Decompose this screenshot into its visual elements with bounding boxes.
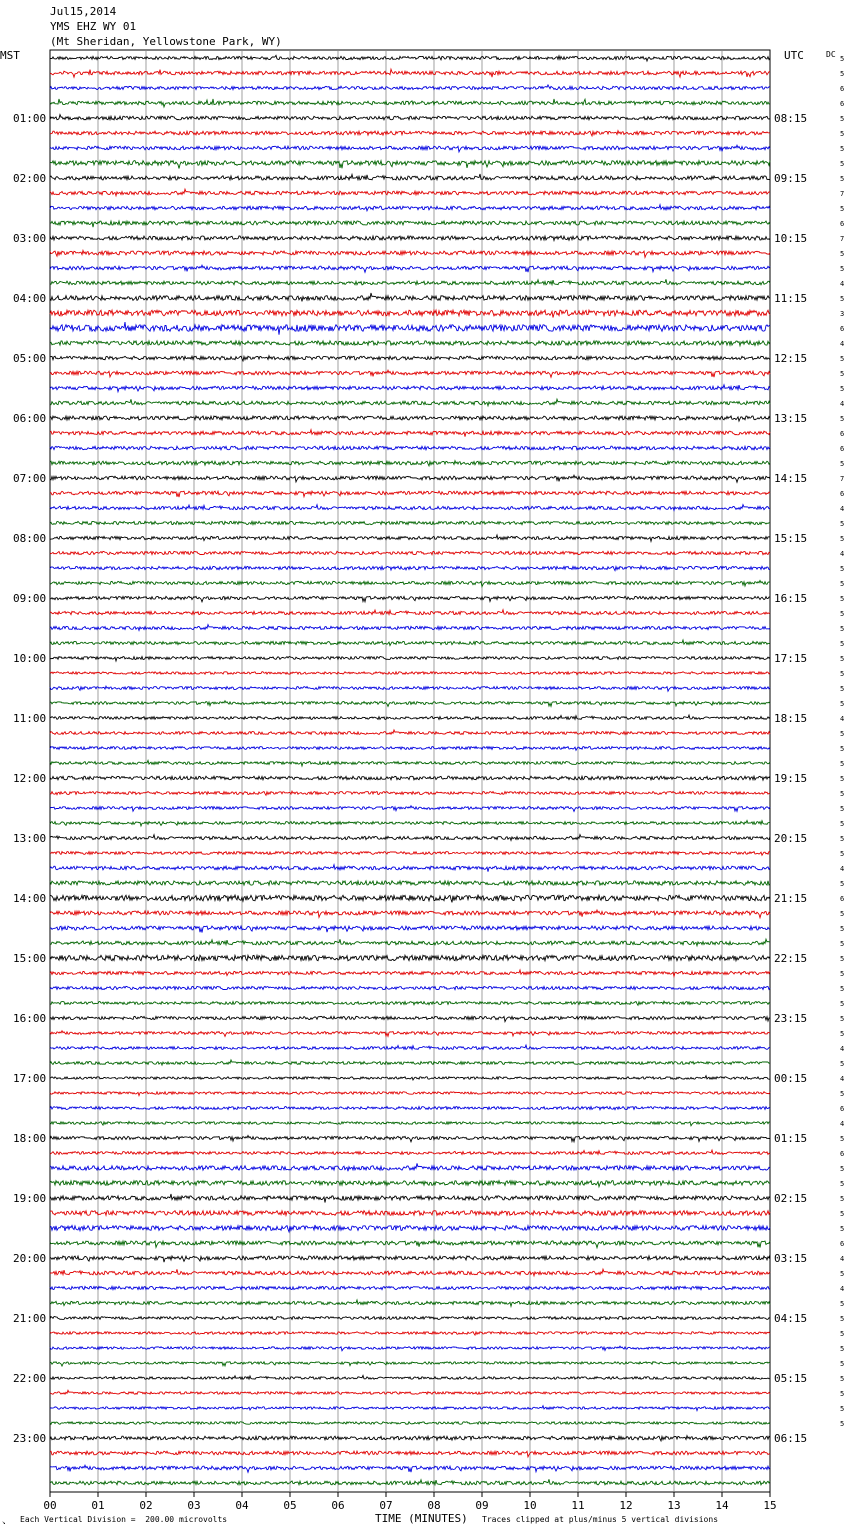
- trace-line: [50, 69, 770, 77]
- trace-line: [50, 446, 770, 450]
- x-tick-label: 15: [763, 1499, 777, 1512]
- dc-offset-label: 6: [840, 430, 845, 438]
- utc-hour-label: 03:15: [774, 1252, 808, 1265]
- dc-offset-label: 5: [840, 625, 845, 633]
- x-axis-title: TIME (MINUTES): [375, 1512, 468, 1525]
- location-header: (Mt Sheridan, Yellowstone Park, WY): [50, 35, 282, 48]
- dc-offset-label: 6: [840, 895, 845, 903]
- dc-offset-label: 4: [840, 505, 845, 513]
- mst-hour-label: 17:00: [13, 1072, 47, 1085]
- trace-line: [50, 1001, 770, 1005]
- trace-line: [50, 385, 770, 392]
- dc-offset-label: 5: [840, 1390, 845, 1398]
- dc-offset-label: 5: [840, 700, 845, 708]
- trace-line: [50, 1121, 770, 1125]
- trace-line: [50, 189, 770, 196]
- utc-hour-label: 12:15: [774, 352, 808, 365]
- trace-line: [50, 461, 770, 466]
- trace-line: [50, 131, 770, 136]
- dc-offset-label: 5: [840, 55, 845, 63]
- utc-hour-label: 09:15: [774, 172, 808, 185]
- trace-line: [50, 236, 770, 241]
- utc-hour-label: 13:15: [774, 412, 808, 425]
- dc-offset-label: 6: [840, 1150, 845, 1158]
- trace-line: [50, 341, 770, 346]
- dc-offset-label: 5: [840, 1165, 845, 1173]
- trace-line: [50, 1016, 770, 1021]
- right-timezone-label: UTC: [784, 49, 804, 62]
- dc-offset-label: 6: [840, 100, 845, 108]
- trace-line: [50, 475, 770, 482]
- dc-offset-label: 6: [840, 1105, 845, 1113]
- utc-hour-label: 01:15: [774, 1132, 808, 1145]
- x-tick-label: 00: [43, 1499, 57, 1512]
- dc-offset-label: 5: [840, 1270, 845, 1278]
- trace-line: [50, 791, 770, 795]
- mst-hour-label: 08:00: [13, 532, 47, 545]
- trace-line: [50, 310, 770, 317]
- dc-offset-label: 5: [840, 580, 845, 588]
- dc-offset-label: 5: [840, 535, 845, 543]
- trace-line: [50, 596, 770, 601]
- x-tick-label: 06: [331, 1499, 345, 1512]
- dc-offset-label: 5: [840, 1060, 845, 1068]
- x-tick-label: 10: [523, 1499, 537, 1512]
- mst-hour-label: 12:00: [13, 772, 47, 785]
- trace-line: [50, 657, 770, 661]
- trace-line: [50, 1346, 770, 1351]
- footer-mark: ↘: [2, 1519, 6, 1526]
- x-tick-label: 09: [475, 1499, 489, 1512]
- dc-offset-label: 5: [840, 355, 845, 363]
- trace-line: [50, 55, 770, 61]
- plot-grid: [50, 50, 770, 1492]
- dc-offset-label: 5: [840, 295, 845, 303]
- trace-line: [50, 970, 770, 976]
- dc-offset-label: 5: [840, 370, 845, 378]
- trace-line: [50, 265, 770, 272]
- dc-offset-label: 6: [840, 325, 845, 333]
- x-tick-label: 05: [283, 1499, 297, 1512]
- dc-offset-label: 5: [840, 1345, 845, 1353]
- trace-line: [50, 279, 770, 285]
- trace-line: [50, 1331, 770, 1335]
- trace-line: [50, 1031, 770, 1037]
- trace-line: [50, 686, 770, 691]
- mst-hour-label: 22:00: [13, 1372, 47, 1385]
- trace-line: [50, 430, 770, 437]
- dc-offset-label: 4: [840, 865, 845, 873]
- dc-offset-label: 5: [840, 1195, 845, 1203]
- trace-line: [50, 610, 770, 615]
- dc-offset-label: 5: [840, 880, 845, 888]
- dc-offset-label: 5: [840, 1015, 845, 1023]
- trace-line: [50, 895, 770, 903]
- utc-hour-label: 21:15: [774, 892, 808, 905]
- dc-offset-label: 5: [840, 1225, 845, 1233]
- scale-note: Each Vertical Division = 200.00 microvolts: [20, 1515, 228, 1524]
- dc-offset-label: 3: [840, 310, 845, 318]
- dc-offset-label: 5: [840, 1135, 845, 1143]
- dc-offset-label: 5: [840, 130, 845, 138]
- trace-line: [50, 1181, 770, 1187]
- dc-offset-label: 4: [840, 1255, 845, 1263]
- dc-offset-label: 5: [840, 1090, 845, 1098]
- dc-offset-label: 6: [840, 85, 845, 93]
- trace-line: [50, 672, 770, 675]
- dc-offset-label: 7: [840, 475, 845, 483]
- mst-hour-label: 11:00: [13, 712, 47, 725]
- utc-hour-label: 00:15: [774, 1072, 808, 1085]
- trace-line: [50, 1422, 770, 1425]
- trace-line: [50, 1076, 770, 1080]
- clipping-note: Traces clipped at plus/minus 5 vertical divisions: [482, 1515, 719, 1524]
- dc-offset-label: 4: [840, 340, 845, 348]
- trace-line: [50, 566, 770, 571]
- dc-offset-label: 5: [840, 985, 845, 993]
- mst-hour-label: 05:00: [13, 352, 47, 365]
- utc-hour-label: 16:15: [774, 592, 808, 605]
- dc-offset-label: 5: [840, 265, 845, 273]
- trace-line: [50, 730, 770, 735]
- dc-offset-label: 5: [840, 760, 845, 768]
- dc-offset-label: 5: [840, 790, 845, 798]
- x-tick-label: 14: [715, 1499, 729, 1512]
- trace-line: [50, 1317, 770, 1320]
- trace-line: [50, 806, 770, 812]
- x-tick-label: 12: [619, 1499, 633, 1512]
- mst-hour-label: 21:00: [13, 1312, 47, 1325]
- dc-offset-label: 5: [840, 520, 845, 528]
- dc-offset-label: 7: [840, 190, 845, 198]
- dc-offset-label: 5: [840, 610, 845, 618]
- mst-hour-label: 04:00: [13, 292, 47, 305]
- trace-line: [50, 356, 770, 361]
- trace-line: [50, 955, 770, 960]
- trace-line: [50, 1211, 770, 1216]
- x-tick-label: 07: [379, 1499, 393, 1512]
- trace-line: [50, 1194, 770, 1203]
- trace-line: [50, 491, 770, 497]
- trace-line: [50, 625, 770, 631]
- trace-line: [50, 1479, 770, 1485]
- dc-offset-label: 4: [840, 280, 845, 288]
- dc-offset-label: 5: [840, 1360, 845, 1368]
- mst-hour-label: 06:00: [13, 412, 47, 425]
- dc-offset-label: 5: [840, 385, 845, 393]
- trace-line: [50, 174, 770, 180]
- x-tick-label: 11: [571, 1499, 585, 1512]
- dc-offset-label: 5: [840, 1375, 845, 1383]
- trace-line: [50, 535, 770, 541]
- trace-line: [50, 416, 770, 421]
- dc-offset-label: 5: [840, 820, 845, 828]
- dc-offset-label: 7: [840, 235, 845, 243]
- dc-offset-label: 6: [840, 445, 845, 453]
- trace-line: [50, 1225, 770, 1232]
- dc-offset-label: 4: [840, 715, 845, 723]
- date-header: Jul15,2014: [50, 5, 117, 18]
- dc-offset-label: 5: [840, 955, 845, 963]
- mst-hour-label: 19:00: [13, 1192, 47, 1205]
- dc-offset-label: 5: [840, 160, 845, 168]
- dc-offset-label: 5: [840, 730, 845, 738]
- dc-offset-label: 5: [840, 970, 845, 978]
- trace-line: [50, 1406, 770, 1411]
- dc-offset-label: 5: [840, 775, 845, 783]
- trace-line: [50, 1300, 770, 1306]
- dc-offset-label: 5: [840, 1210, 845, 1218]
- dc-offset-label: 5: [840, 115, 845, 123]
- trace-line: [50, 85, 770, 90]
- dc-offset-label: 5: [840, 1420, 845, 1428]
- utc-hour-label: 02:15: [774, 1192, 808, 1205]
- left-timezone-label: MST: [0, 49, 20, 62]
- mst-hour-label: 15:00: [13, 952, 47, 965]
- trace-line: [50, 865, 770, 872]
- trace-line: [50, 939, 770, 946]
- trace-line: [50, 760, 770, 766]
- dc-offset-label: 5: [840, 670, 845, 678]
- dc-offset-label: 5: [840, 205, 845, 213]
- axis-labels: [13, 55, 844, 1512]
- trace-line: [50, 910, 770, 918]
- trace-line: [50, 205, 770, 211]
- trace-line: [50, 986, 770, 989]
- dc-offset-label: 5: [840, 1330, 845, 1338]
- dc-offset-label: 4: [840, 1075, 845, 1083]
- utc-hour-label: 22:15: [774, 952, 808, 965]
- dc-offset-label: 5: [840, 640, 845, 648]
- x-tick-label: 02: [139, 1499, 153, 1512]
- dc-offset-label: 5: [840, 415, 845, 423]
- trace-line: [50, 1163, 770, 1171]
- x-tick-label: 08: [427, 1499, 441, 1512]
- trace-line: [50, 221, 770, 227]
- trace-line: [50, 551, 770, 554]
- x-tick-label: 03: [187, 1499, 201, 1512]
- trace-line: [50, 1451, 770, 1457]
- utc-hour-label: 17:15: [774, 652, 808, 665]
- trace-line: [50, 322, 770, 335]
- x-tick-label: 04: [235, 1499, 249, 1512]
- trace-line: [50, 161, 770, 169]
- trace-line: [50, 1465, 770, 1472]
- dc-offset-label: 6: [840, 1240, 845, 1248]
- dc-offset-label: 4: [840, 1120, 845, 1128]
- dc-offset-label: 4: [840, 550, 845, 558]
- mst-hour-label: 01:00: [13, 112, 47, 125]
- utc-hour-label: 19:15: [774, 772, 808, 785]
- trace-line: [50, 881, 770, 885]
- seismic-traces: [50, 55, 770, 1484]
- trace-line: [50, 715, 770, 719]
- dc-offset-label: 5: [840, 175, 845, 183]
- trace-line: [50, 399, 770, 406]
- trace-line: [50, 1060, 770, 1065]
- trace-line: [50, 293, 770, 301]
- dc-offset-label: 5: [840, 1300, 845, 1308]
- trace-line: [50, 776, 770, 780]
- trace-line: [50, 1255, 770, 1263]
- trace-line: [50, 1436, 770, 1441]
- utc-hour-label: 08:15: [774, 112, 808, 125]
- trace-line: [50, 701, 770, 707]
- dc-offset-label: 5: [840, 145, 845, 153]
- trace-line: [50, 821, 770, 827]
- trace-line: [50, 1150, 770, 1154]
- mst-hour-label: 10:00: [13, 652, 47, 665]
- trace-line: [50, 1286, 770, 1289]
- dc-offset-label: 4: [840, 1045, 845, 1053]
- utc-hour-label: 15:15: [774, 532, 808, 545]
- trace-line: [50, 145, 770, 152]
- trace-line: [50, 926, 770, 933]
- trace-line: [50, 1390, 770, 1394]
- dc-offset-label: 5: [840, 910, 845, 918]
- x-tick-label: 01: [91, 1499, 105, 1512]
- mst-hour-label: 13:00: [13, 832, 47, 845]
- trace-line: [50, 521, 770, 524]
- mst-hour-label: 07:00: [13, 472, 47, 485]
- dc-offset-label: 5: [840, 805, 845, 813]
- mst-hour-label: 09:00: [13, 592, 47, 605]
- trace-line: [50, 581, 770, 587]
- trace-line: [50, 370, 770, 377]
- plot-frame: [50, 50, 770, 1492]
- dc-offset-label: 5: [840, 940, 845, 948]
- utc-hour-label: 04:15: [774, 1312, 808, 1325]
- mst-hour-label: 18:00: [13, 1132, 47, 1145]
- mst-hour-label: 20:00: [13, 1252, 47, 1265]
- trace-line: [50, 1045, 770, 1049]
- dc-offset-label: 5: [840, 460, 845, 468]
- mst-hour-label: 03:00: [13, 232, 47, 245]
- utc-hour-label: 20:15: [774, 832, 808, 845]
- dc-offset-label: 5: [840, 1030, 845, 1038]
- trace-line: [50, 1136, 770, 1142]
- trace-line: [50, 1269, 770, 1276]
- trace-line: [50, 852, 770, 856]
- station-header: YMS EHZ WY 01: [50, 20, 137, 33]
- dc-offset-label: 5: [840, 1180, 845, 1188]
- utc-hour-label: 23:15: [774, 1012, 808, 1025]
- trace-line: [50, 1107, 770, 1110]
- trace-line: [50, 1092, 770, 1096]
- dc-offset-label: 5: [840, 835, 845, 843]
- trace-line: [50, 115, 770, 120]
- trace-line: [50, 640, 770, 646]
- dc-offset-label: 6: [840, 490, 845, 498]
- mst-hour-label: 23:00: [13, 1432, 47, 1445]
- trace-line: [50, 1240, 770, 1248]
- utc-hour-label: 14:15: [774, 472, 808, 485]
- dc-offset-label: 5: [840, 565, 845, 573]
- utc-hour-label: 18:15: [774, 712, 808, 725]
- trace-line: [50, 1362, 770, 1366]
- dc-offset-label: 5: [840, 1405, 845, 1413]
- dc-offset-label: 4: [840, 1285, 845, 1293]
- dc-offset-label: 5: [840, 685, 845, 693]
- dc-offset-label: 5: [840, 745, 845, 753]
- trace-line: [50, 505, 770, 511]
- mst-hour-label: 16:00: [13, 1012, 47, 1025]
- utc-hour-label: 10:15: [774, 232, 808, 245]
- dc-offset-label: 5: [840, 1000, 845, 1008]
- x-tick-label: 13: [667, 1499, 681, 1512]
- dc-offset-label: 5: [840, 595, 845, 603]
- utc-hour-label: 11:15: [774, 292, 808, 305]
- dc-offset-label: 5: [840, 655, 845, 663]
- dc-offset-label: 6: [840, 220, 845, 228]
- dc-offset-label: 4: [840, 400, 845, 408]
- mst-hour-label: 14:00: [13, 892, 47, 905]
- trace-line: [50, 835, 770, 841]
- trace-line: [50, 251, 770, 258]
- trace-line: [50, 747, 770, 751]
- utc-hour-label: 05:15: [774, 1372, 808, 1385]
- dc-offset-label: 5: [840, 1315, 845, 1323]
- dc-offset-label: 5: [840, 850, 845, 858]
- dc-offset-label: 5: [840, 70, 845, 78]
- trace-line: [50, 1375, 770, 1380]
- dc-column-label: DC: [826, 50, 836, 59]
- dc-offset-label: 5: [840, 925, 845, 933]
- trace-line: [50, 99, 770, 107]
- utc-hour-label: 06:15: [774, 1432, 808, 1445]
- dc-offset-label: 5: [840, 250, 845, 258]
- mst-hour-label: 02:00: [13, 172, 47, 185]
